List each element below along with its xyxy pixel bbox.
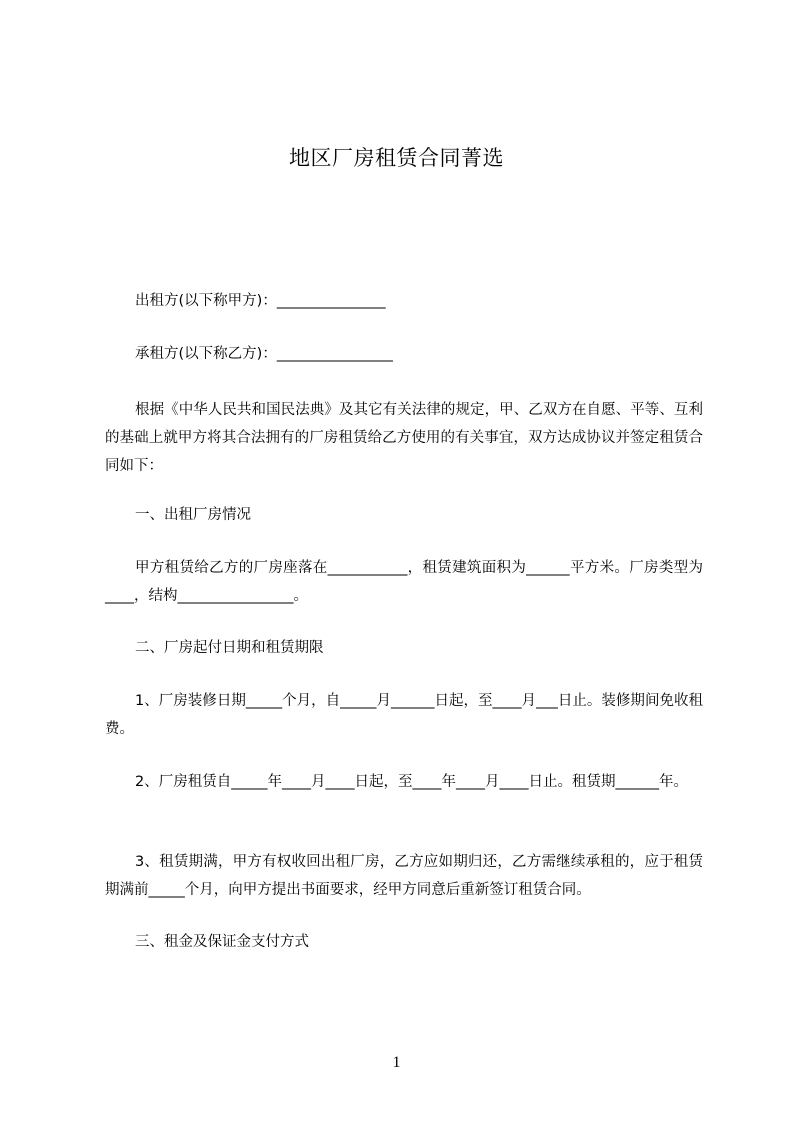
section2-item-2: 2、厂房租赁自_____年____月____日起，至____年____月____日止。租赁期______年。 [135,774,688,790]
section1-paragraph: 甲方租赁给乙方的厂房座落在___________，租赁建筑面积为______平方米。厂房类型为____，结构________________。 [105,560,703,604]
document-title: 地区厂房租赁合同菁选 [289,146,504,170]
preamble-paragraph: 根据《中华人民共和国民法典》及其它有关法律的规定，甲、乙双方在自愿、平等、互利的基础上就甲方将其合法拥有的厂房租赁给乙方使用的有关事宜，双方达成协议并签定租赁合同如下： [105,402,703,474]
page-number: 1 [392,1054,401,1071]
section-heading-1: 一、出租厂房情况 [135,507,251,523]
section2-item-1: 1、厂房装修日期_____个月，自_____月______日起，至____月___日止。装修期间免收租费。 [105,693,703,737]
section-heading-3: 三、租金及保证金支付方式 [135,934,309,950]
section-heading-2: 二、厂房起付日期和租赁期限 [135,640,324,656]
lessor-line: 出租方(以下称甲方)：_______________ [135,293,386,309]
section2-item-3: 3、租赁期满，甲方有权收回出租厂房，乙方应如期归还，乙方需继续承租的，应于租赁期满前_____个月，向甲方提出书面要求，经甲方同意后重新签订租赁合同。 [105,854,703,898]
lessee-line: 承租方(以下称乙方)：________________ [135,346,393,362]
